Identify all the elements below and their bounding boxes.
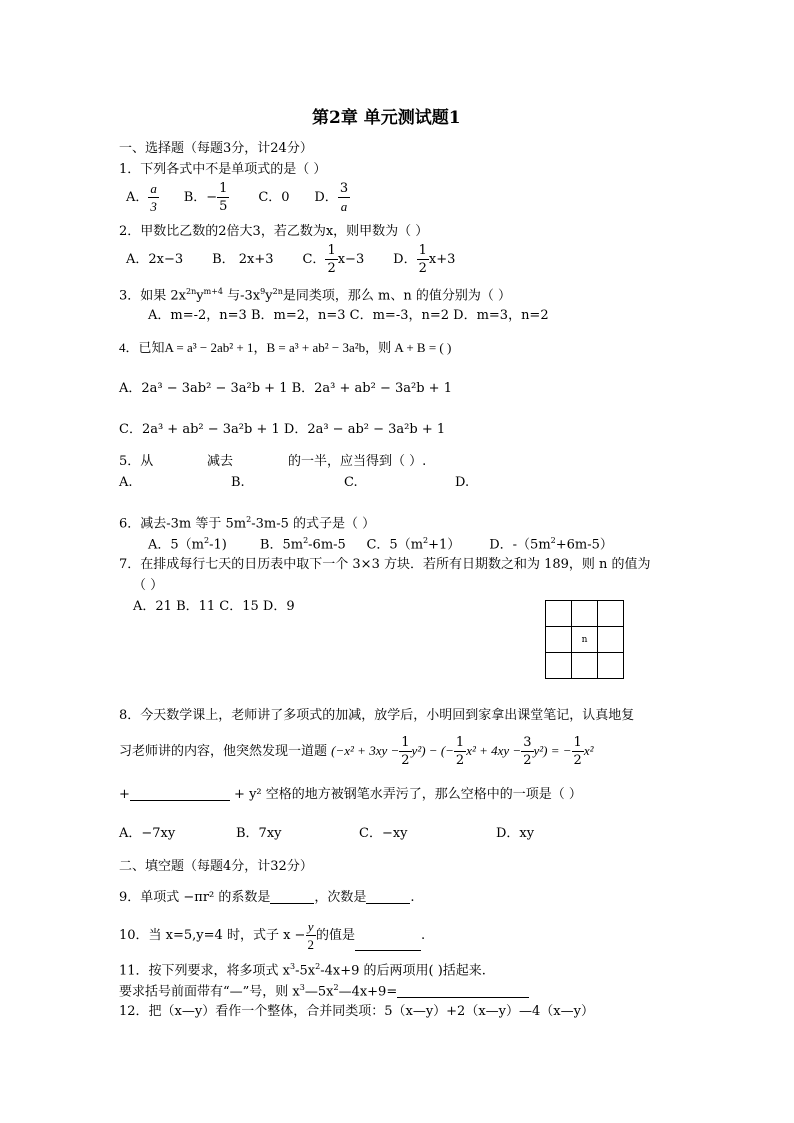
q5-opt-c: C. bbox=[344, 475, 358, 490]
q2-frac-d: $\frac{1}{2}$ bbox=[418, 243, 427, 276]
q2-stem: 2．甲数比乙数的2倍大3，若乙数为x，则甲数为（ ） bbox=[119, 224, 429, 239]
q1-opt-a: A． bbox=[126, 190, 149, 205]
q8-line2: 习老师讲的内容，他突然发现一道题 (−x² + 3xy − $\frac{1}{2}$ y²) − (− $\frac{1}{2}$ x² + 4xy − $\frac{3}{2}$ y²) = − $\frac{1}{2}$ x² bbox=[119, 735, 594, 768]
q10-blank[interactable] bbox=[355, 938, 421, 951]
q8-opt-b: B．7xy bbox=[236, 826, 282, 841]
q5-stem-subtract: 减去 bbox=[207, 454, 234, 469]
q5-opt-a: A. bbox=[119, 475, 133, 490]
grid-cell-center: n bbox=[572, 627, 598, 653]
q4-options-cd: C．2a³ + ab² − 3a²b + 1 D．2a³ − ab² − 3a²b + 1 bbox=[119, 422, 446, 437]
q11-blank[interactable] bbox=[397, 985, 529, 998]
q10: 10．当 x=5,y=4 时，式子 x − $\frac{y}{2}$ 的值是 . bbox=[119, 919, 426, 952]
q2-opt-c: C． bbox=[302, 252, 326, 267]
q7-stem: 7．在排成每行七天的日历表中取下一个 3×3 方块．若所有日期数之和为 189，则 n 的值为 bbox=[119, 557, 651, 572]
q8-frac1: $\frac{1}{2}$ bbox=[401, 735, 410, 768]
q8-opt-a: A．−7xy bbox=[119, 826, 176, 841]
q6-stem: 6．减去-3m 等于 $5m^2-3m-5$ 的式子是（ ） bbox=[119, 515, 376, 532]
q9-blank-coefficient[interactable] bbox=[270, 891, 314, 904]
section-fill-heading: 二、填空题（每题4分，计32分） bbox=[119, 859, 313, 874]
q4-options-ab: A．2a³ − 3ab² − 3a²b + 1 B．2a³ + ab² − 3a²b + 1 bbox=[119, 381, 452, 396]
q1-opt-d: D． bbox=[314, 190, 338, 205]
grid-cell bbox=[572, 601, 598, 627]
q12: 12．把（x—y）看作一个整体，合并同类项：5（x—y）+2（x—y）—4（x—y） bbox=[119, 1004, 594, 1019]
q1-options bbox=[126, 182, 350, 213]
grid-cell bbox=[572, 653, 598, 679]
q6-options: A．$5(m^2-1)$ B．$5m^2-6m-5$ C．$5(m^2+1)$ D．$-(5m^2+6m-5)$ bbox=[148, 536, 613, 553]
q8-frac4: $\frac{1}{2}$ bbox=[573, 735, 582, 768]
q11-line1: 11．按下列要求，将多项式 $x^3-5x^2-4x+9$ 的后两项用( )括起来. bbox=[119, 962, 486, 979]
q2-opt-b: B． 2x+3 bbox=[212, 252, 274, 267]
q2-opt-d: D． bbox=[393, 252, 417, 267]
q1-frac-d: $\frac{3}{a}$ bbox=[339, 181, 349, 214]
q1-stem: 1．下列各式中不是单项式的是（ ） bbox=[119, 162, 327, 177]
q4-stem: 4．已知A = a³ − 2ab² + 1，B = a³ + ab² − 3a²b，则 A + B = ( ) bbox=[119, 340, 452, 355]
q8-opt-d: D．xy bbox=[496, 826, 535, 841]
grid-cell bbox=[546, 653, 572, 679]
page-title: 第2章 单元测试题1 bbox=[312, 108, 461, 128]
q3-options: A．m=-2，n=3 B．m=2，n=3 C．m=-3，n=2 D．m=3，n=2 bbox=[148, 308, 549, 323]
grid-cell bbox=[598, 627, 624, 653]
grid-cell bbox=[546, 627, 572, 653]
q5-opt-b: B. bbox=[231, 475, 245, 490]
q2-opt-c-tail: x−3 bbox=[337, 252, 365, 267]
q7-paren: （ ） bbox=[133, 578, 164, 593]
q7-options: A．21 B．11 C．15 D．9 bbox=[133, 599, 295, 614]
q11-line2: 要求括号前面带有“—”号，则 $x^3—5x^2—4x+9=$ bbox=[119, 984, 529, 998]
q5-stem-half: 的一半，应当得到（ ）. bbox=[288, 454, 427, 469]
q8-opt-c: C．−xy bbox=[359, 826, 408, 841]
q1-opt-c: C．0 bbox=[258, 190, 290, 205]
q2-options bbox=[126, 244, 455, 275]
q2-frac-c: $\frac{1}{2}$ bbox=[327, 243, 336, 276]
q3-stem: 3．如果 $2x^{2n}y^{m+4}$ 与$-3x^9y^{2n}$是同类项，那么 m、n 的值分别为（ ） bbox=[119, 287, 511, 304]
q1-frac-a: $\frac{a}{3}$ bbox=[150, 181, 157, 214]
q2-opt-a: A．2x−3 bbox=[126, 252, 184, 267]
grid-cell bbox=[598, 653, 624, 679]
q9: 9．单项式 −πr² 的系数是 ，次数是 . bbox=[119, 890, 415, 905]
section-choice-heading: 一、选择题（每题3分，计24分） bbox=[119, 141, 313, 156]
q5-opt-d: D. bbox=[455, 475, 470, 490]
q8-line1: 8．今天数学课上，老师讲了多项式的加减，放学后，小明回到家拿出课堂笔记，认真地复 bbox=[119, 708, 635, 723]
q8-blank[interactable] bbox=[130, 788, 230, 801]
q2-opt-d-tail: x+3 bbox=[428, 252, 456, 267]
grid-cell bbox=[546, 601, 572, 627]
grid-cell bbox=[598, 601, 624, 627]
q10-frac: $\frac{y}{2}$ bbox=[307, 919, 314, 952]
calendar-grid bbox=[545, 600, 624, 679]
q9-blank-degree[interactable] bbox=[366, 891, 410, 904]
q8-line3: + + y² 空格的地方被钢笔水弄污了，那么空格中的一项是（ ） bbox=[119, 787, 582, 802]
q1-opt-b: B．− bbox=[183, 190, 218, 205]
q8-frac2: $\frac{1}{2}$ bbox=[455, 735, 465, 768]
q8-frac3: $\frac{3}{2}$ bbox=[523, 735, 532, 768]
q1-frac-b: $\frac{1}{5}$ bbox=[219, 181, 228, 214]
q5-stem-from: 5．从 bbox=[119, 454, 154, 469]
